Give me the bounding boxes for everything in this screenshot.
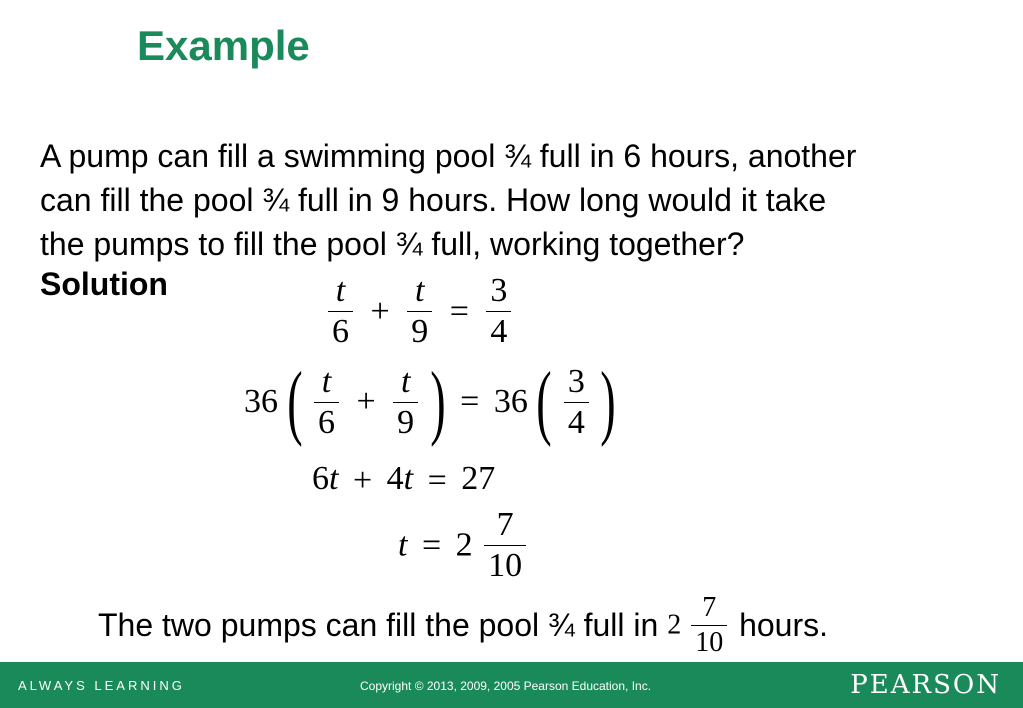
left-paren: ( bbox=[536, 355, 553, 448]
solution-label: Solution bbox=[40, 266, 168, 302]
problem-statement bbox=[40, 134, 1010, 266]
equation-2: 36 ( $\frac{t}{6}$ + $\frac{t}{9}$ ) = 36 ( $\frac{3}{4}$ ) bbox=[244, 355, 617, 448]
fraction: $\frac{3}{4}$ bbox=[564, 365, 589, 440]
problem-line: the pumps to fill the pool ¾ full, working together? bbox=[40, 226, 745, 262]
left-paren: ( bbox=[286, 355, 303, 448]
fraction: $\frac{t}{6}$ bbox=[328, 274, 353, 349]
problem-line: A pump can fill a swimming pool ¾ full in 6 hours, another bbox=[40, 138, 857, 174]
fraction: $\frac{7}{10}$ bbox=[691, 594, 727, 657]
pearson-logo: PEARSON bbox=[850, 670, 1001, 700]
fraction: $\frac{t}{9}$ bbox=[393, 365, 418, 440]
right-paren: ) bbox=[429, 355, 446, 448]
slide-title: Example bbox=[137, 22, 310, 69]
footer-copyright: Copyright © 2013, 2009, 2005 Pearson Education, Inc. bbox=[360, 679, 652, 693]
fraction: $\frac{7}{10}$ bbox=[484, 508, 526, 583]
fraction: $\frac{3}{4}$ bbox=[486, 274, 511, 349]
mixed-number: 2 $\frac{7}{10}$ bbox=[667, 594, 730, 657]
equation-3: 6t + 4t = 27 bbox=[312, 460, 496, 500]
equation-1: $\frac{t}{6}$ + $\frac{t}{9}$ = $\frac{3}{4}$ bbox=[325, 274, 514, 349]
fraction: $\frac{t}{9}$ bbox=[407, 274, 432, 349]
footer-tagline: ALWAYS LEARNING bbox=[18, 678, 185, 693]
footer-bar bbox=[0, 662, 1023, 708]
right-paren: ) bbox=[600, 355, 617, 448]
problem-line: can fill the pool ¾ full in 9 hours. How long would it take bbox=[40, 182, 827, 218]
conclusion-sentence: The two pumps can fill the pool ¾ full in 2 $\frac{7}{10}$ hours. bbox=[98, 592, 829, 658]
equation-4: t = 2 $\frac{7}{10}$ bbox=[398, 508, 529, 583]
fraction: $\frac{t}{6}$ bbox=[314, 365, 339, 440]
